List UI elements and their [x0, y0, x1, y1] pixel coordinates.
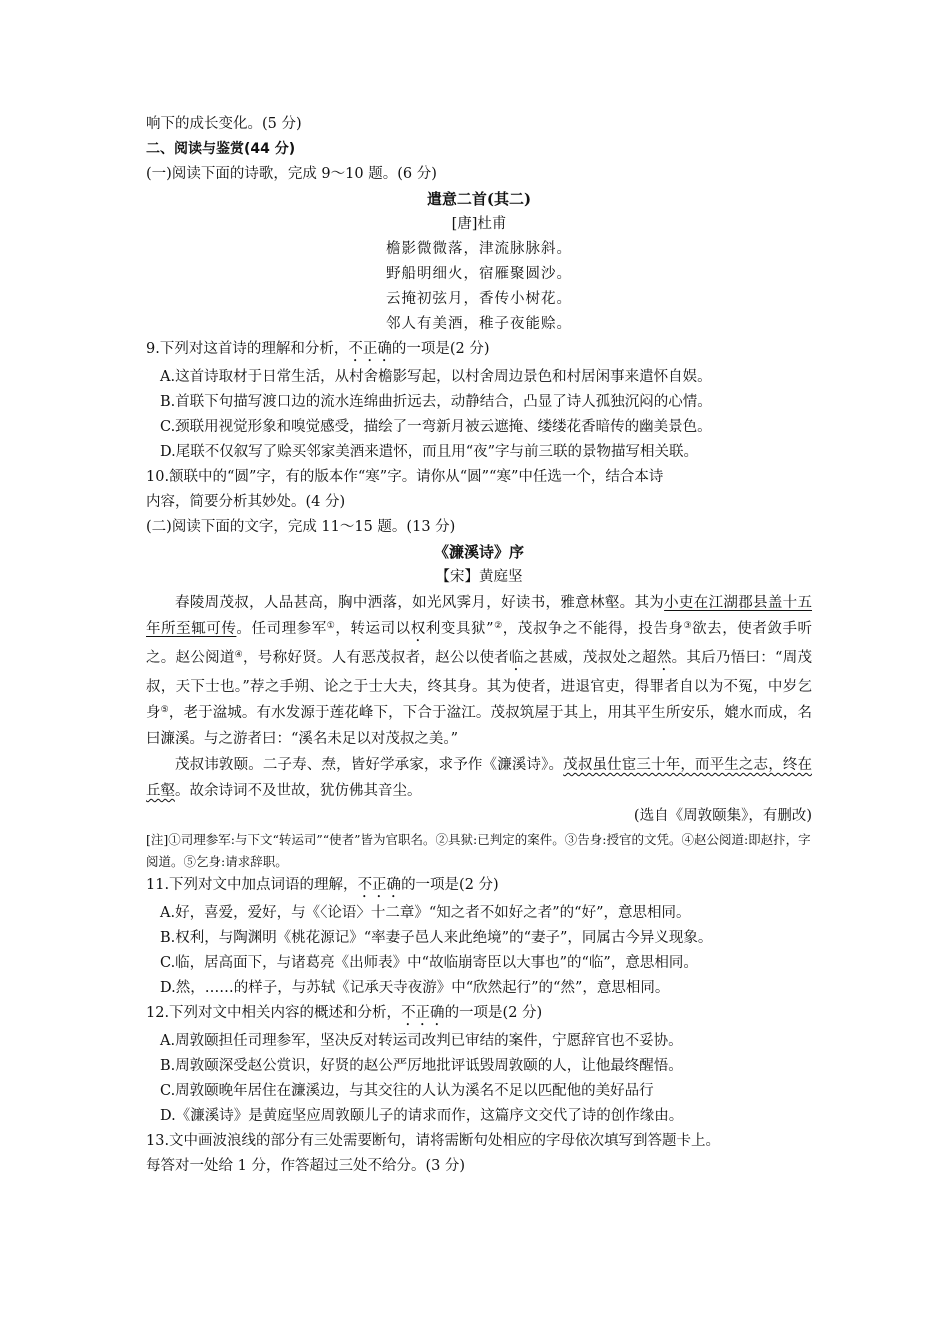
passage-source: (选自《周敦颐集》，有删改): [633, 808, 812, 824]
question-10-line1: 10.颔联中的“圆”字，有的版本作“寒”字。请你从“圆”“寒”中任选一个，结合本诗: [146, 469, 664, 485]
q12-option-b: B.周敦颐深受赵公赏识，好贤的赵公严厉地批评诋毁周敦颐的人，让他最终醒悟。: [160, 1058, 683, 1074]
poem-author: [唐]杜甫: [451, 216, 507, 232]
q11-option-b: B.权利，与陶渊明《桃花源记》“率妻子邑人来此绝境”的“妻子”，同属古今异义现象。: [160, 930, 713, 946]
question-13-line2: 每答对一处给 1 分，作答超过三处不给分。(3 分): [146, 1158, 466, 1174]
q11-option-c: C.临，居高面下，与诸葛亮《出师表》中“故临崩寄臣以大事也”的“临”，意思相同。: [160, 955, 698, 971]
q9-option-d: D.尾联不仅叙写了赊买邻家美酒来遣怀，而且用“夜”字与前三联的景物描写相关联。: [160, 444, 699, 460]
question-12-stem: 12.下列对文中相关内容的概述和分析，不正确的一项是(2 分): [146, 1005, 543, 1021]
question-13-line1: 13.文中画波浪线的部分有三处需要断句，请将需断句处相应的字母依次填写到答题卡上。: [146, 1133, 721, 1149]
q9-option-a: A.这首诗取材于日常生活，从村舍檐影写起，以村舍周边景色和村居闲事来遣怀自娱。: [160, 369, 712, 385]
passage-author: 【宋】黄庭坚: [435, 569, 523, 585]
q12-option-a: A.周敦颐担任司理参军，坚决反对转运司改判已审结的案件，宁愿辞官也不妥协。: [160, 1033, 683, 1049]
passage-paragraph-1: 春陵周茂叔，人品甚高，胸中洒落，如光风霁月，好读书，雅意林壑。其为小吏在江湖郡县盖十五年所至辄可传。任司理参军①，转运司以权利变具狱”②，茂叔争之不能得，投告身③欲去，使者敛手听之。赵公阅道④，号称好贤。人有恶茂叔者，赵公以使者临之甚威，茂叔处之超然。其后乃悟曰：“周茂叔，天下士也。”荐之手朔、论之于士大夫，终其身。其为使者，进退官吏，得罪者自以为不冤，中岁乞身⑤，老于湓城。有水发源于莲花峰下，下合于湓江。茂叔筑屋于其上，用其平生所安乐，媲水而成，名曰濂溪。与之游者曰：“溪名未足以对茂叔之美。”: [146, 595, 813, 747]
poem-line: 檐影微微落，津流脉脉斜。: [386, 241, 572, 257]
poem-line: 云掩初弦月，香传小树花。: [386, 291, 572, 307]
poem-line: 野船明细火，宿雁聚圆沙。: [386, 266, 572, 282]
passage-title: 《濂溪诗》序: [433, 543, 524, 561]
q11-option-a: A.好，喜爱，爱好，与《〈论语〉十二章》“知之者不如好之者”的“好”，意思相同。: [160, 905, 691, 921]
passage-paragraph-2: 茂叔讳敦颐。二子寿、焘，皆好学承家，求予作《濂溪诗》。茂叔虽仕宦三十年，而平生之志，终在丘壑。故余诗词不及世故，犹仿佛其音尘。: [146, 757, 812, 799]
question-11-stem: 11.下列对文中加点词语的理解，不正确的一项是(2 分): [146, 877, 499, 893]
poem-title: 遣意二首(其二): [426, 190, 532, 208]
q11-option-d: D.然，……的样子，与苏轼《记承天寺夜游》中“欣然起行”的“然”，意思相同。: [160, 980, 670, 996]
passage-notes: [注]①司理参军:与下文“转运司”“使者”皆为官职名。②具狱:已判定的案件。③告身:授官的文凭。④赵公阅道:即赵抃，字阅道。⑤乞身:请求辞职。: [146, 832, 811, 869]
q12-option-d: D.《濂溪诗》是黄庭坚应周敦颐儿子的请求而作，这篇序文交代了诗的创作缘由。: [160, 1108, 684, 1124]
wavy-underlined-sentence: 茂叔虽仕宦三十年，而平生之志，终在丘壑: [146, 757, 812, 799]
prev-question-tail: 响下的成长变化。(5 分): [146, 116, 302, 132]
passage-instruction: (二)阅读下面的文字，完成 11～15 题。(13 分): [146, 519, 456, 535]
poem-line: 邻人有美酒，稚子夜能赊。: [386, 316, 572, 332]
underlined-sentence: 小吏在江湖郡县盖十五年所至辄可传: [146, 595, 813, 637]
exam-page: [146, 112, 812, 1179]
q9-option-b: B.首联下句描写渡口边的流水连绵曲折远去，动静结合，凸显了诗人孤独沉闷的心情。: [160, 394, 712, 410]
q12-option-c: C.周敦颐晚年居住在濂溪边，与其交往的人认为溪名不足以匹配他的美好品行: [160, 1083, 654, 1099]
poem-instruction: (一)阅读下面的诗歌，完成 9～10 题。(6 分): [146, 166, 437, 182]
question-9-stem: 9.下列对这首诗的理解和分析，不正确的一项是(2 分): [146, 341, 490, 357]
section-heading: 二、阅读与鉴赏(44 分): [146, 141, 296, 157]
q9-option-c: C.颈联用视觉形象和嗅觉感受，描绘了一弯新月被云遮掩、缕缕花香暗传的幽美景色。: [160, 419, 712, 435]
question-10-line2: 内容，简要分析其妙处。(4 分): [146, 494, 346, 510]
